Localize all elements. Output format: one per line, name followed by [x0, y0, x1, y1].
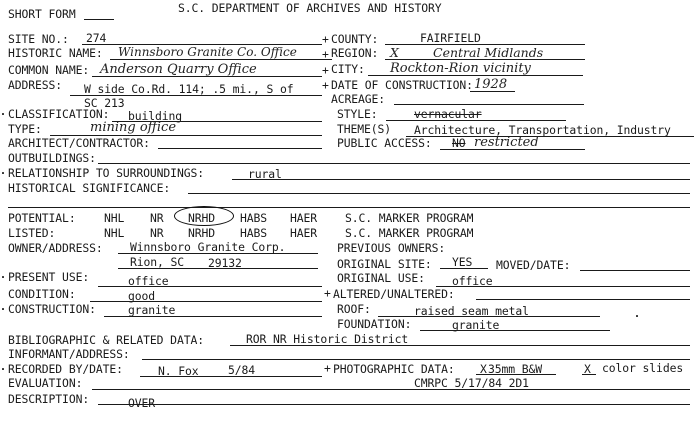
potential-marker-program: S.C. MARKER PROGRAM [345, 211, 474, 225]
evaluation-label: EVALUATION: [8, 376, 83, 390]
photo-color-slides: color slides [602, 361, 684, 375]
foundation-underline [420, 330, 610, 331]
address-line1: W side Co.Rd. 114; .5 mi., S of [84, 82, 294, 96]
description-label: DESCRIPTION: [8, 392, 90, 406]
date-of-construction-label: DATE OF CONSTRUCTION: [331, 78, 473, 92]
recorded-by-label: RECORDED BY/DATE: [8, 362, 123, 376]
altered-label: ALTERED/UNALTERED: [333, 287, 455, 301]
acreage-label: ACREAGE: [331, 92, 386, 106]
owner-name: Winnsboro Granite Corp. [130, 240, 286, 254]
historic-name-value: Winnsboro Granite Co. Office [118, 45, 297, 59]
description-value: OVER [128, 396, 156, 410]
listed-nr: NR [150, 226, 164, 240]
plus-mark: + [322, 47, 329, 61]
listed-nhl: NHL [104, 226, 125, 240]
construction-label: CONSTRUCTION: [8, 302, 96, 316]
recorded-by-value: N. Fox [158, 364, 199, 378]
significance-label: HISTORICAL SIGNIFICANCE: [8, 181, 171, 195]
bullet-dot [2, 172, 4, 174]
original-site-underline [440, 268, 488, 269]
potential-haer: HAER [290, 211, 318, 225]
region-value: Central Midlands [433, 45, 544, 60]
construction-underline [104, 316, 322, 317]
roof-label: ROOF: [337, 302, 371, 316]
owner-label: OWNER/ADDRESS: [8, 241, 103, 255]
common-name-underline [92, 76, 322, 77]
potential-habs: HABS [240, 211, 268, 225]
type-value: mining office [90, 120, 177, 135]
original-site-label: ORIGINAL SITE: [337, 257, 432, 271]
roof-underline [378, 316, 600, 317]
bibliographic-underline [230, 345, 690, 346]
informant-label: INFORMANT/ADDRESS: [8, 347, 130, 361]
address-label: ADDRESS: [8, 78, 63, 92]
present-use-label: PRESENT USE: [8, 270, 90, 284]
type-label: TYPE: [8, 122, 42, 136]
moved-date-label: MOVED/DATE: [496, 258, 571, 272]
city-value: Rockton-Rion vicinity [390, 61, 531, 76]
style-label: STYLE: [337, 107, 378, 121]
city-label: CITY: [331, 62, 365, 76]
public-access-underline [440, 149, 585, 150]
plus-mark: + [322, 78, 329, 92]
altered-underline [476, 299, 690, 300]
evaluation-underline [92, 389, 690, 390]
bullet-dot [2, 113, 4, 115]
owner-city-underline [118, 268, 318, 269]
listed-marker-program: S.C. MARKER PROGRAM [345, 226, 474, 240]
short-form-underline [84, 19, 114, 20]
outbuildings-label: OUTBUILDINGS: [8, 151, 96, 165]
themes-label: THEME(S) [337, 122, 392, 136]
photo-check-1: X [480, 362, 487, 376]
classification-label: CLASSIFICATION: [8, 107, 110, 121]
listed-habs: HABS [240, 226, 268, 240]
public-access-value: restricted [474, 135, 539, 150]
agency-title: S.C. DEPARTMENT OF ARCHIVES AND HISTORY [178, 1, 442, 15]
themes-value: Architecture, Transportation, Industry [414, 123, 671, 137]
description-underline [98, 404, 690, 405]
themes-underline [406, 136, 694, 137]
photo-35mm-underline [476, 374, 556, 375]
date-of-construction-value: 1928 [474, 77, 508, 92]
region-check-mark: X [390, 45, 399, 60]
relationship-label: RELATIONSHIP TO SURROUNDINGS: [8, 166, 204, 180]
original-site-value: YES [452, 255, 473, 269]
foundation-value: granite [452, 318, 500, 332]
listed-nrhd: NRHD [188, 226, 216, 240]
plus-mark: + [322, 32, 329, 46]
present-use-value: office [128, 274, 169, 288]
original-use-label: ORIGINAL USE: [337, 271, 425, 285]
original-use-value: office [452, 274, 493, 288]
nrhd-circle-mark [174, 206, 234, 226]
short-form-label: SHORT FORM [8, 7, 76, 21]
public-access-no: NO [452, 136, 466, 150]
condition-value: good [128, 289, 156, 303]
potential-label: POTENTIAL: [8, 211, 76, 225]
potential-nrhd: NRHD [188, 211, 216, 225]
potential-nhl: NHL [104, 211, 125, 225]
architect-underline [158, 148, 322, 149]
owner-zip: 29132 [208, 256, 242, 270]
bibliographic-value: ROR NR Historic District [246, 332, 409, 346]
acreage-underline [394, 104, 584, 105]
county-value: FAIRFIELD [420, 31, 481, 45]
site-no-value: 274 [86, 31, 107, 45]
address-line2: SC 213 [84, 96, 125, 110]
significance-underline [188, 193, 690, 194]
historic-name-label: HISTORIC NAME: [8, 46, 103, 60]
photo-check-2-underline [582, 374, 596, 375]
region-label: REGION: [331, 46, 379, 60]
relationship-underline [232, 179, 690, 180]
original-use-underline [436, 286, 690, 287]
construction-value: granite [128, 303, 176, 317]
historic-name-underline [110, 59, 332, 60]
bibliographic-label: BIBLIOGRAPHIC & RELATED DATA: [8, 333, 204, 347]
listed-haer: HAER [290, 226, 318, 240]
photographic-label: PHOTOGRAPHIC DATA: [333, 362, 455, 376]
bullet-dot [2, 276, 4, 278]
common-name-label: COMMON NAME: [8, 63, 90, 77]
relationship-value: rural [248, 167, 282, 181]
county-label: COUNTY: [331, 32, 379, 46]
bullet-dot [2, 368, 4, 370]
roof-value: raised seam metal [414, 304, 529, 318]
plus-mark: + [324, 286, 331, 300]
significance-line-2 [8, 207, 690, 208]
site-no-label: SITE NO.: [8, 32, 69, 46]
recorded-by-underline [140, 376, 322, 377]
recorded-date-value: 5/84 [228, 363, 256, 377]
present-use-underline [98, 286, 322, 287]
region-underline [385, 59, 585, 60]
plus-mark: + [322, 63, 329, 77]
photo-check-2: X [584, 362, 591, 376]
public-access-label: PUBLIC ACCESS: [337, 136, 432, 150]
common-name-value: Anderson Quarry Office [100, 62, 257, 77]
previous-owners-label: PREVIOUS OWNERS: [337, 241, 446, 255]
moved-date-underline [580, 270, 690, 271]
outbuildings-underline [98, 163, 690, 164]
stray-mark [636, 315, 638, 317]
bullet-dot [2, 308, 4, 310]
listed-label: LISTED: [8, 226, 56, 240]
plus-mark: + [324, 361, 331, 375]
condition-underline [90, 301, 322, 302]
style-value: vernacular [414, 107, 482, 121]
owner-city: Rion, SC [130, 255, 185, 269]
foundation-label: FOUNDATION: [337, 317, 412, 331]
informant-underline [142, 359, 690, 360]
condition-label: CONDITION: [8, 287, 76, 301]
architect-label: ARCHITECT/CONTRACTOR: [8, 136, 150, 150]
city-underline [368, 75, 583, 76]
date-underline [470, 91, 515, 92]
classification-value: building [128, 109, 183, 123]
owner-underline [118, 253, 318, 254]
photo-35mm: 35mm B&W [488, 362, 543, 376]
style-underline [386, 120, 566, 121]
potential-nr: NR [150, 211, 164, 225]
evaluation-value: CMRPC 5/17/84 2D1 [414, 376, 529, 390]
